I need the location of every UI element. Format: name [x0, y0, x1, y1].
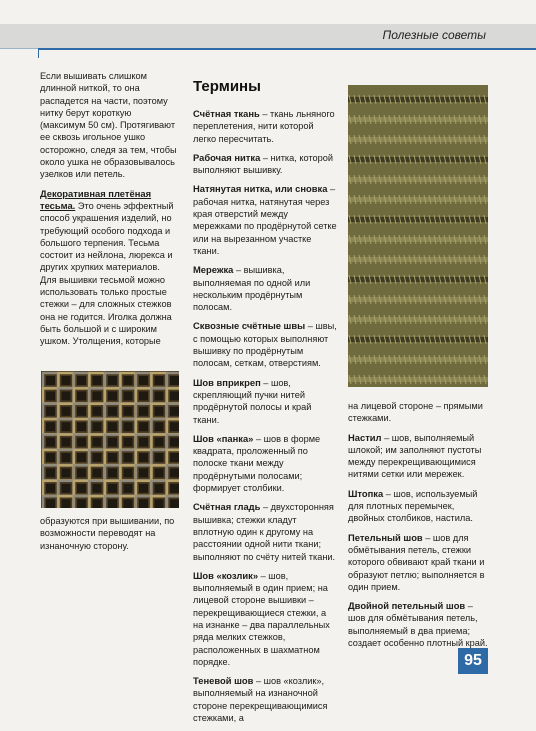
right-continuation: на лицевой стороне – прямыми стежками. [348, 401, 483, 424]
term-item [193, 501, 337, 562]
term-name: Счётная гладь [193, 501, 261, 513]
left-continuation: образуются при вышивании, по возможности переводят на изнаночную сторону. [40, 516, 175, 551]
term-item [193, 675, 337, 724]
term-name: Петельный шов [348, 531, 423, 543]
page-number: 95 [464, 652, 482, 669]
term-name: Двойной петельный шов [348, 600, 466, 612]
term-definition: – нитка, которой выполняют вышивку. [193, 152, 333, 176]
braid-title: Декоративная плетёная тесьма. [40, 187, 152, 211]
term-item [193, 433, 337, 494]
intro-paragraph: Если вышивать слишком длинной ниткой, то она распадется на части, поэтому нитку берут короткую (максимум 50 см). Протягивают ее сквозь игольное ушко осторожно, следя за тем, чтобы около ушка не образовывалось узелков или петель. [40, 71, 177, 180]
header-rule [38, 48, 536, 50]
term-definition: – ткань льняного переплетения, нити которой легко пересчитать. [193, 109, 335, 144]
term-item [348, 432, 488, 481]
grid-embroidery-image [41, 371, 179, 508]
term-name: Натянутая нитка, или сновка [193, 183, 328, 195]
term-name: Шов «панка» [193, 432, 254, 444]
term-name: Настил [348, 431, 382, 443]
terms-column [193, 108, 337, 731]
header-rule-tick [38, 48, 39, 58]
term-definition: – шов, выполняемый в один прием; на лицевой стороне вышивки – перекрещивающиеся стежки, а на изнанке – два параллельных ряда мелких стежков, расположенных в шахматном порядке. [193, 570, 330, 667]
terms-heading: Термины [193, 78, 261, 95]
term-item [193, 570, 337, 668]
term-name: Рабочая нитка [193, 151, 261, 163]
term-definition: – вышивка, выполняемая по одной или нескольким продёрнутым полосам. [193, 265, 311, 313]
term-item [193, 152, 337, 177]
term-definition: – двухсторонняя вышивка; стежки кладут вплотную один к другому на расстоянии одной нити ткани; выполняют по счёту нитей ткани. [193, 502, 336, 562]
term-definition: – шов для обмётывания петель, стежки которого обвивают край ткани и образуют петлю; выполняется в один прием. [348, 532, 485, 592]
page-number-box [458, 648, 488, 674]
drawn-thread-embroidery-photo [348, 85, 488, 387]
right-column [348, 400, 488, 656]
term-item [193, 320, 337, 369]
braid-text: Это очень эффектный способ украшения изделий, но требующий особого подхода и большого терпения. Тесьма состоит из нейлона, люрекса и других хрупких материалов. Для вышивки тесьмой можно использовать только простые стежки – для сложных стежков она не годится. Иголка должна быть большой и с широким ушком. Утолщения, которые [40, 200, 174, 347]
term-definition: – рабочая нитка, натянутая через края отверстий между мережками по продёрнутой сетке или на вырезанном участке ткани. [193, 184, 337, 256]
term-definition: – шов для обмётывания петель, выполняемый в два приема; создает особенно плотный край. [348, 601, 488, 649]
term-name: Шов вприкреп [193, 376, 261, 388]
term-item [193, 183, 337, 257]
left-column [40, 70, 178, 355]
term-name: Сквозные счётные швы [193, 320, 306, 332]
term-name: Штопка [348, 487, 384, 499]
term-item [193, 108, 337, 145]
term-name: Шов «козлик» [193, 569, 259, 581]
term-item [348, 600, 488, 649]
term-definition: – шов в форме квадрата, проложенный по полоске ткани между продёрнутыми полосами; формирует столбики. [193, 433, 321, 494]
term-item [348, 488, 488, 525]
drawn-thread-embroidery-image [348, 85, 488, 387]
term-definition: – швы, с помощью которых выполняют вышивку по продёрнутым полосам, сеткам, отверстиям. [193, 321, 337, 369]
braid-paragraph [40, 188, 178, 348]
term-name: Счётная ткань [193, 108, 260, 119]
term-definition: – шов, выполняемый шлокой; им заполняют пустоты между перекрещивающимися нитями сетки или мережек. [348, 432, 482, 480]
term-name: Теневой шов [193, 675, 254, 687]
term-item [193, 264, 337, 313]
section-title: Полезные советы [382, 28, 486, 42]
term-definition: – шов, используемый для плотных перемычек, двойных столбиков, настила. [348, 488, 478, 524]
term-definition: – шов, скрепляющий пучки нитей продёрнутой полосы и край ткани. [193, 377, 312, 425]
term-name: Мережка [193, 264, 234, 276]
term-definition: – шов «козлик», выполняемый на изнаночной стороне перекрещивающимися стежками, а [193, 676, 328, 724]
grid-embroidery-photo [41, 371, 179, 508]
term-item [348, 532, 488, 593]
term-item [193, 377, 337, 426]
